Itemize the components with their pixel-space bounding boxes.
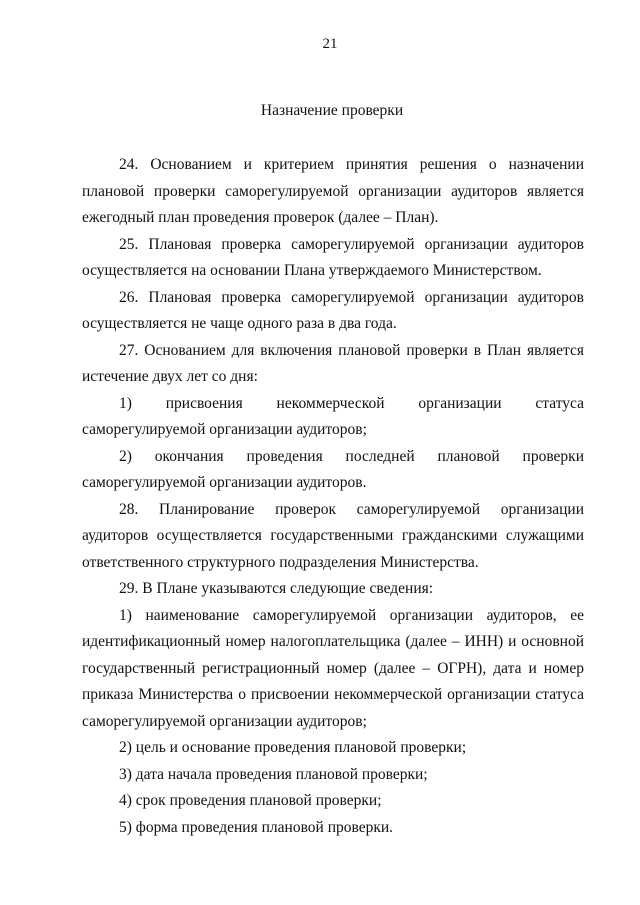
list-item-29-1: 1) наименование саморегулируемой организации аудиторов, ее идентификационный номер налогоплательщика (далее – ИНН) и основной государственный регистрационный номер (далее – ОГРН), дата и номер приказа Министерства о присвоении некоммерческой организации статуса саморегулируемой организации аудиторов; (82, 606, 584, 730)
paragraph-25: 25. Плановая проверка саморегулируемой организации аудиторов осуществляется на основании Плана утверждаемого Министерством. (82, 235, 584, 279)
list-item-29-4: 4) срок проведения плановой проверки; (119, 792, 382, 809)
list-item-27-2: 2) окончания проведения последней плановой проверки саморегулируемой организации аудиторов. (82, 447, 584, 491)
section-title: Назначение проверки (260, 102, 404, 119)
paragraph-24: 24. Основанием и критерием принятия решения о назначении плановой проверки саморегулируемой организации аудиторов является ежегодный план проведения проверок (далее – План). (82, 156, 584, 226)
page-number: 21 (322, 36, 338, 52)
paragraph-27: 27. Основанием для включения плановой проверки в План является истечение двух лет со дня: (82, 341, 584, 385)
list-item-29-5: 5) форма проведения плановой проверки. (119, 818, 394, 836)
list-item-27-1: 1) присвоения некоммерческой организации статуса саморегулируемой организации аудиторов; (82, 394, 584, 438)
list-item-29-2: 2) цель и основание проведения плановой проверки; (119, 739, 467, 756)
document-body (82, 152, 584, 841)
paragraph-28: 28. Планирование проверок саморегулируемой организации аудиторов осуществляется государственными гражданскими служащими ответственного структурного подразделения Министерства. (82, 500, 584, 571)
paragraph-29: 29. В Плане указываются следующие сведения: (119, 580, 434, 597)
list-item-29-3: 3) дата начала проведения плановой проверки; (119, 765, 428, 783)
paragraph-26: 26. Плановая проверка саморегулируемой организации аудиторов осуществляется не чаще одного раза в два года. (82, 288, 584, 332)
